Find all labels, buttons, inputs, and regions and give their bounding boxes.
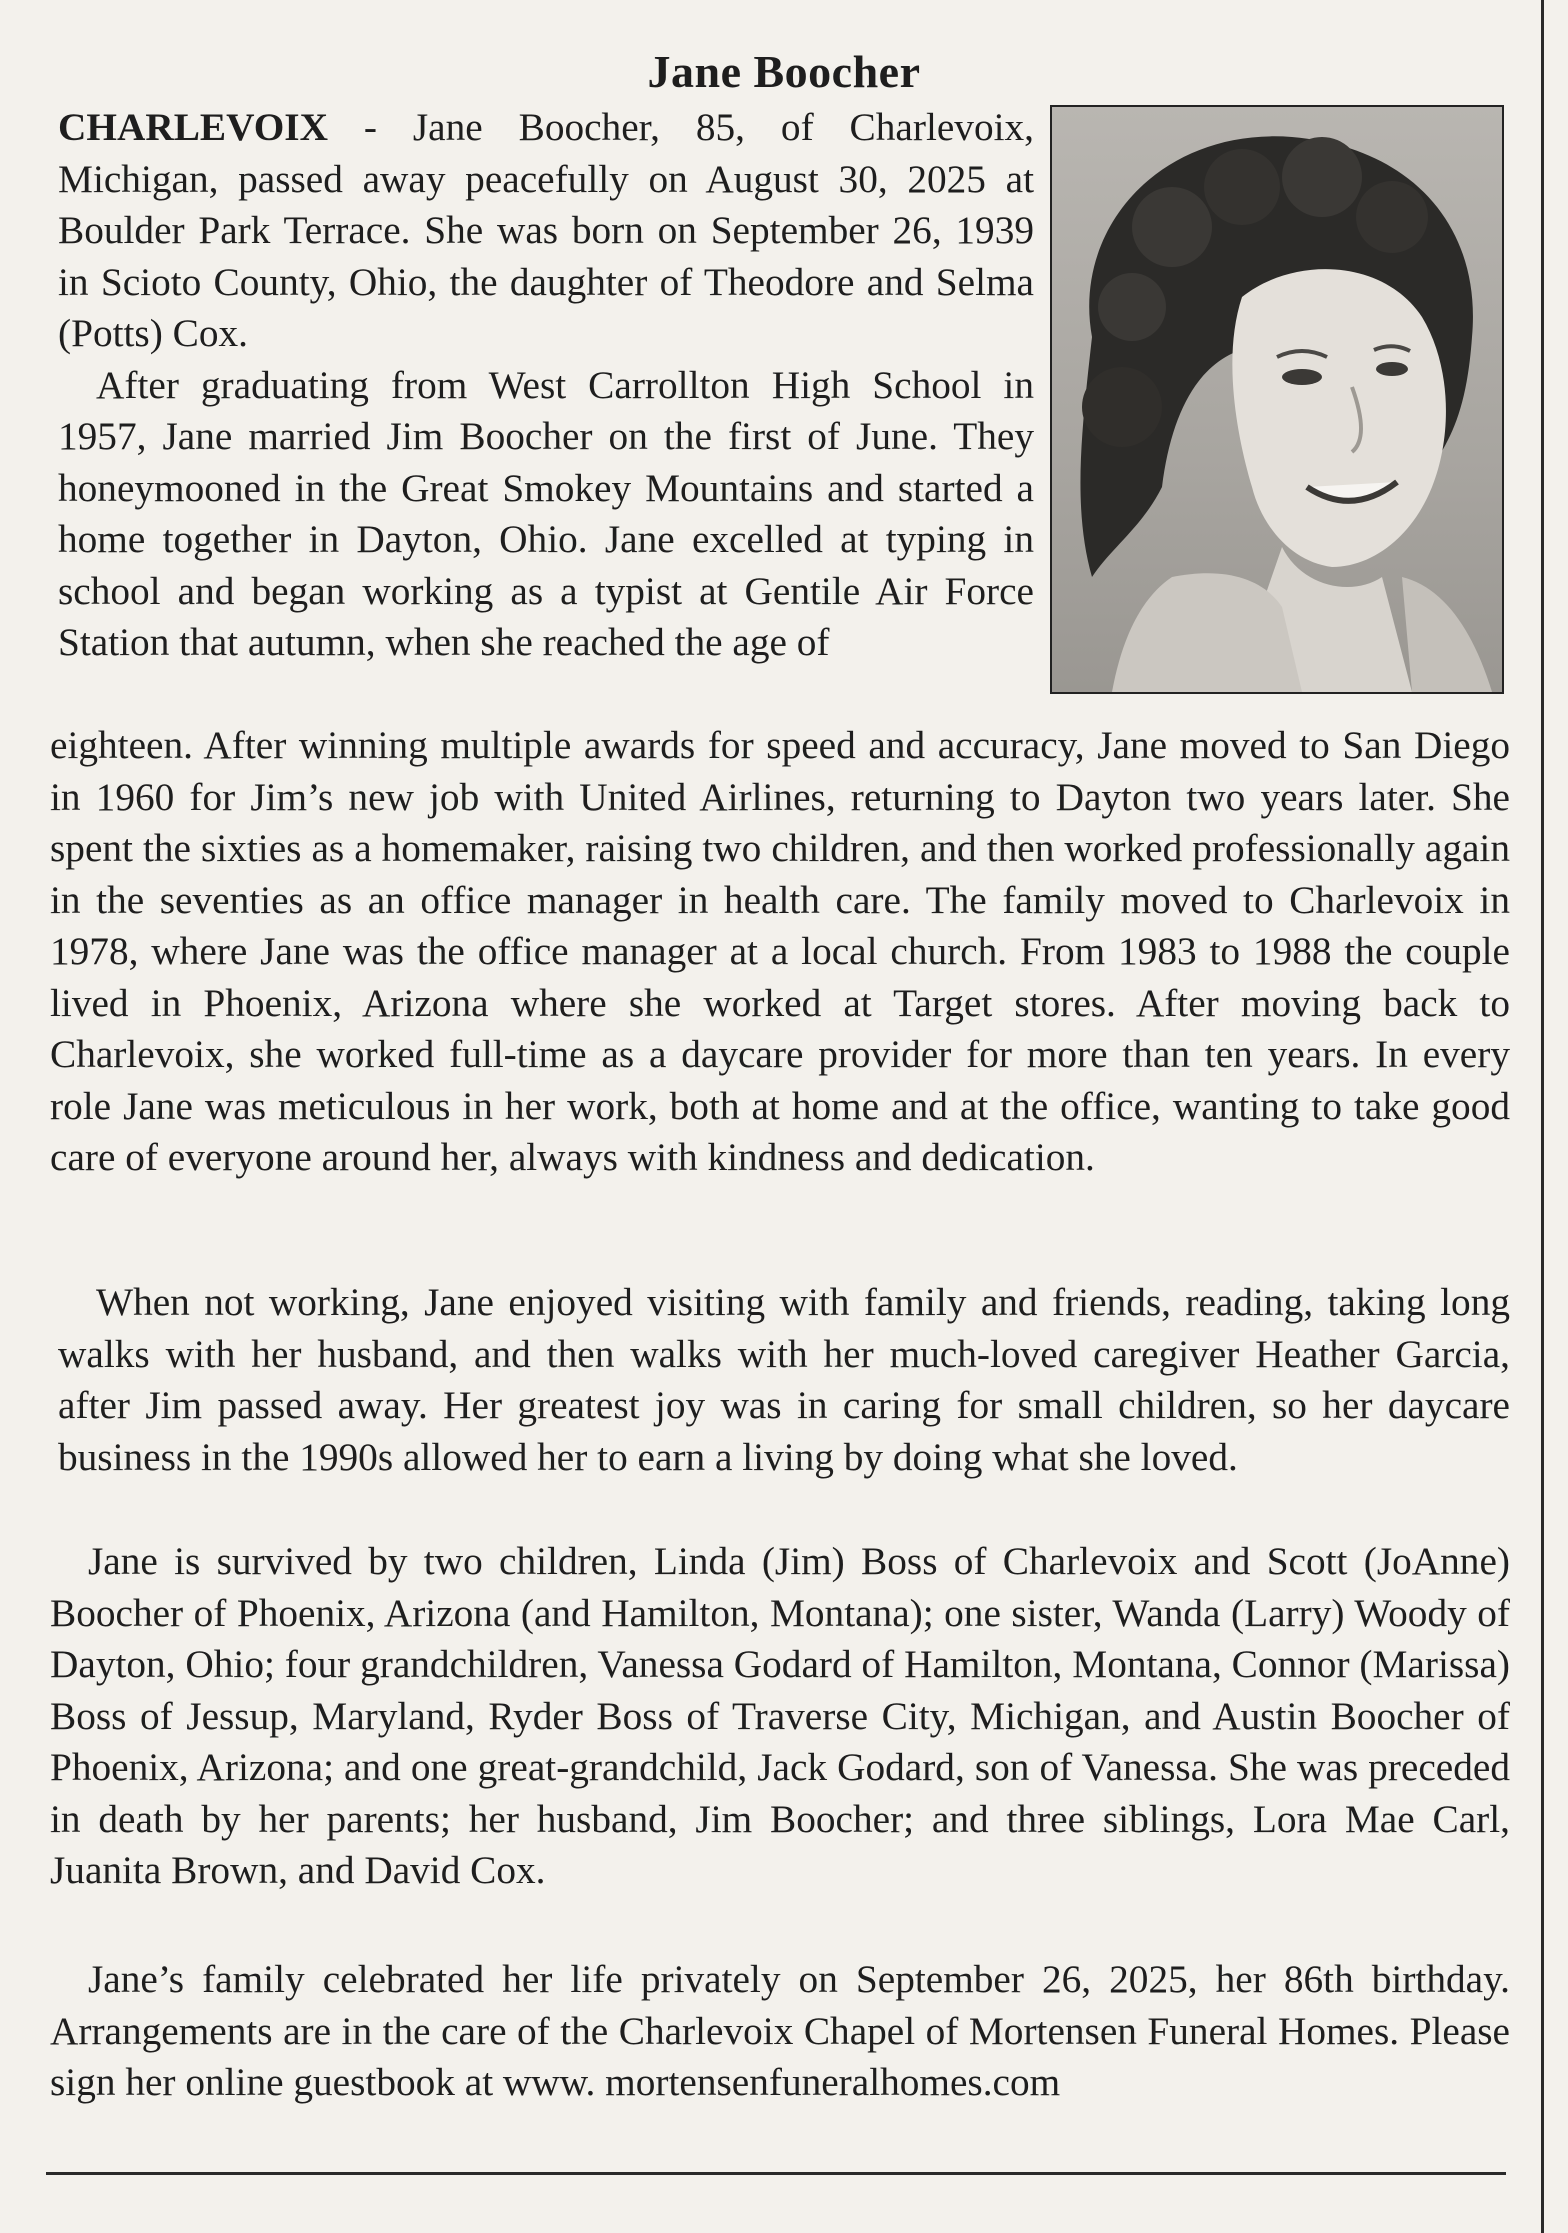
hobbies-text: When not working, Jane enjoyed visiting with family and friends, reading, taking long walks with her husband, and then walks with her much-loved caregiver Heather Garcia, after Jim passed away. Her greatest joy was in caring for small children, so her daycare business in the 1990s allowed her to earn a living by doing what she loved. <box>58 1280 1510 1479</box>
portrait-photo <box>1050 105 1504 694</box>
survivors-text: Jane is survived by two children, Linda (Jim) Boss of Charlevoix and Scott (JoAnne) Boocher of Phoenix, Arizona (and Hamilton, Montana); one sister, Wanda (Larry) Woody of Dayton, Ohio; four grandchildren, Vanessa Godard of Hamilton, Montana, Connor (Marissa) Boss of Jessup, Maryland, Ryder Boss of Traverse City, Michigan, and Austin Boocher of Phoenix, Arizona; and one great-grandchild, Jack Godard, son of Vanessa. She was preceded in death by her parents; her husband, Jim Boocher; and three siblings, Lora Mae Carl, Juanita Brown, and David Cox. <box>50 1539 1510 1892</box>
obituary-paragraph-2 <box>58 1277 1510 1483</box>
portrait-illustration <box>1052 107 1502 692</box>
obituary-title: Jane Boocher <box>647 45 921 97</box>
obituary-paragraph-4 <box>50 1954 1510 2109</box>
obituary-paragraph-1 <box>58 102 1034 669</box>
arrangements-text: Jane’s family celebrated her life privately on September 26, 2025, her 86th birthday. Arrangements are in the care of the Charlevoix Chapel of Mortensen Funeral Homes. Please sign her online guestbook at www. mortensenfuneralhomes.com <box>50 1957 1510 2104</box>
dateline: CHARLEVOIX <box>58 105 328 149</box>
intro-text: - Jane Boocher, 85, of Charlevoix, Michigan, passed away peacefully on August 30, 2025 at Boulder Park Terrace. She was born on September 26, 1939 in Scioto County, Ohio, the daughter of Theodore and Selma (Potts) Cox. <box>58 105 1034 355</box>
obituary-paragraph-3 <box>50 1536 1510 1897</box>
column-rule-right <box>1541 0 1544 2233</box>
career-text: After graduating from West Carrollton High School in 1957, Jane married Jim Boocher on the first of June. They honeymooned in the Great Smokey Mountains and started a home together in Dayton, Ohio. Jane excelled at typing in school and began working as a typist at Gentile Air Force Station that autumn, when she reached the age of <box>58 362 1034 664</box>
obituary-paragraph-1-continued: eighteen. After winning multiple awards for speed and accuracy, Jane moved to San Diego in 1960 for Jim’s new job with United Airlines, returning to Dayton two years later. She spent the sixties as a homemaker, raising two children, and then worked professionally again in the seventies as an office manager in health care. The family moved to Charlevoix in 1978, where Jane was the office manager at a local church. From 1983 to 1988 the couple lived in Phoenix, Arizona where she worked at Target stores. After moving back to Charlevoix, she worked full-time as a daycare provider for more than ten years. In every role Jane was meticulous in her work, both at home and at the office, wanting to take good care of everyone around her, always with kindness and dedication. <box>50 723 1510 1179</box>
bottom-rule <box>46 2172 1506 2175</box>
